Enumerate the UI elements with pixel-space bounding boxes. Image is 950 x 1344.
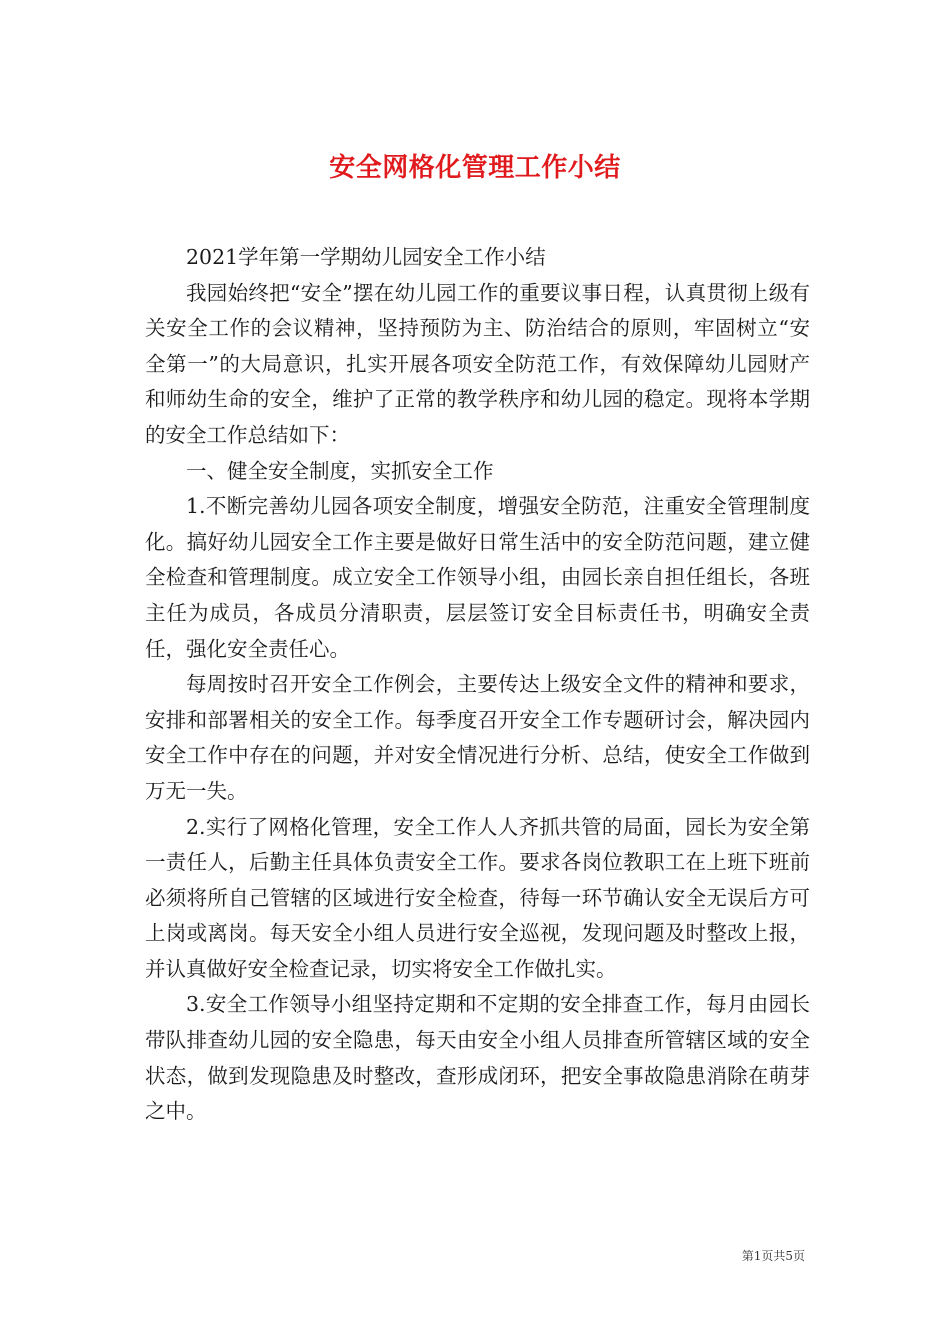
paragraph-intro: 我园始终把“安全”摆在幼儿园工作的重要议事日程，认真贯彻上级有关安全工作的会议精神，坚持预防为主、防治结合的原则，牢固树立“安全第一”的大局意识，扎实开展各项安全防范工作，有效保障幼儿园财产和师幼生命的安全，维护了正常的教学秩序和幼儿园的稳定。现将本学期的安全工作总结如下： [145,280,810,447]
section-heading: 一、健全安全制度，实抓安全工作 [186,458,494,483]
paragraph-subtitle: 2021学年第一学期幼儿园安全工作小结 [186,245,546,269]
page-number: 第1页共5页 [741,1249,805,1263]
document-title: 安全网格化管理工作小结 [329,153,621,184]
paragraph-item-1: 1.不断完善幼儿园各项安全制度，增强安全防范，注重安全管理制度化。搞好幼儿园安全工作主要是做好日常生活中的安全防范问题，建立健全检查和管理制度。成立安全工作领导小组，由园长亲自担任组长，各班主任为成员，各成员分清职责，层层签订安全目标责任书，明确安全责任，强化安全责任心。 [145,494,810,661]
paragraph-item-2: 2.实行了网格化管理，安全工作人人齐抓共管的局面，园长为安全第一责任人，后勤主任具体负责安全工作。要求各岗位教职工在上班下班前必须将所自己管辖的区域进行安全检查，待每一环节确认安全无误后方可上岗或离岗。每天安全小组人员进行安全巡视，发现问题及时整改上报，并认真做好安全检查记录，切实将安全工作做扎实。 [145,814,810,981]
paragraph-item-3: 3.安全工作领导小组坚持定期和不定期的安全排查工作，每月由园长带队排查幼儿园的安全隐患，每天由安全小组人员排查所管辖区域的安全状态，做到发现隐患及时整改，查形成闭环，把安全事故隐患消除在萌芽之中。 [145,992,810,1124]
paragraph-weekly-meeting: 每周按时召开安全工作例会，主要传达上级安全文件的精神和要求，安排和部署相关的安全工作。每季度召开安全工作专题研讨会，解决园内安全工作中存在的问题，并对安全情况进行分析、总结，使安全工作做到万无一失。 [145,672,810,803]
document-body [145,240,810,1130]
